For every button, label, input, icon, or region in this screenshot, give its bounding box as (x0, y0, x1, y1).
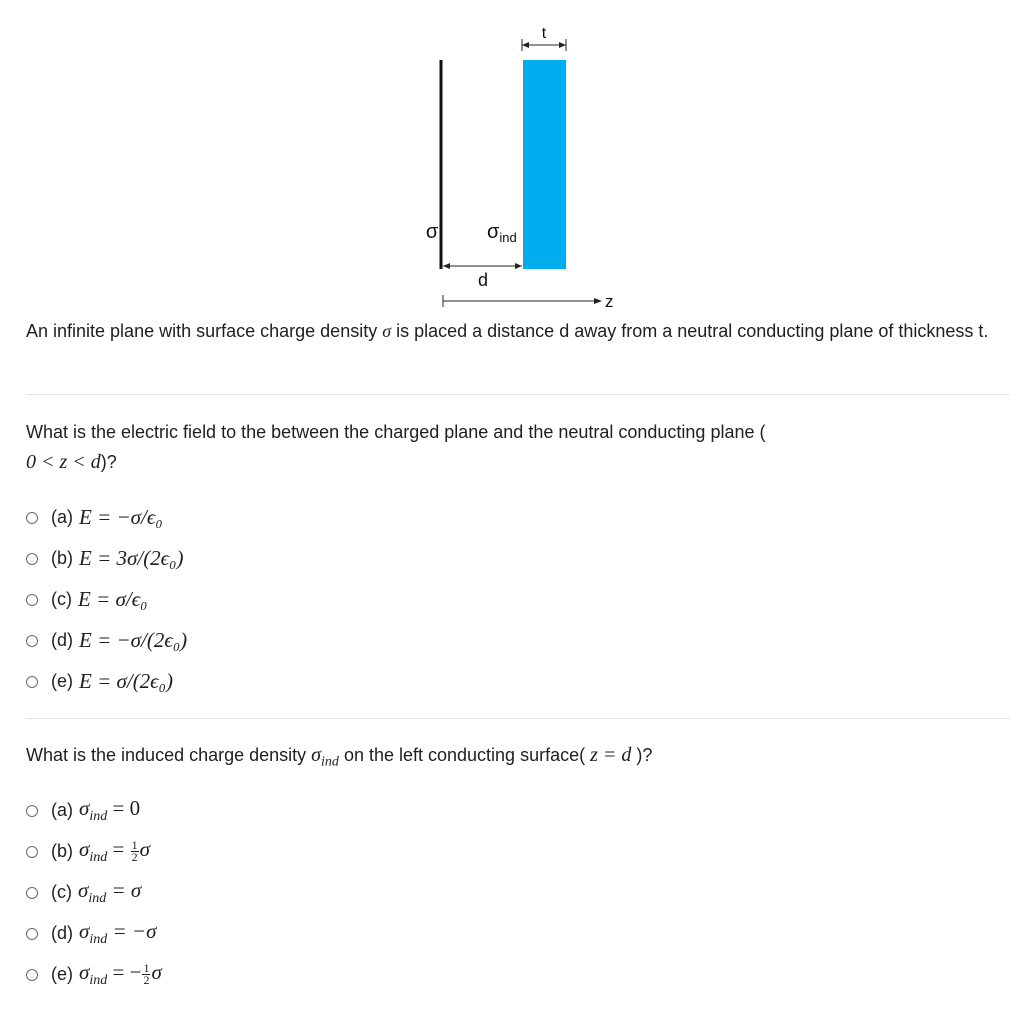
option-expression: $\sigma_{ind} = -\sigma$ (79, 918, 157, 948)
option-expression: E = 3σ/(2ϵ₀) (79, 546, 184, 570)
option-label: (e) (51, 671, 73, 691)
label-sigma: σ (425, 221, 439, 243)
charge-diagram (0, 0, 1024, 315)
q2-condition: z = d (590, 744, 632, 766)
caption-sigma: σ (382, 321, 392, 341)
question-1-options (26, 497, 187, 702)
divider-2 (26, 718, 1010, 719)
q2-symbol: σ (311, 744, 322, 766)
q1-text: What is the electric field to the between the charged plane and the neutral conducting plane ( (26, 422, 766, 442)
q2-option-a[interactable] (26, 790, 162, 831)
radio-button[interactable] (26, 846, 38, 858)
option-expression: $\sigma_{ind}$ = $\frac{1}{2}$ σ (79, 836, 150, 866)
option-expression: $\sigma_{ind} = \sigma$ (78, 877, 142, 907)
question-2-text (26, 740, 1006, 778)
radio-button[interactable] (26, 676, 38, 688)
option-label: (b) (51, 841, 73, 861)
caption-after: is placed a distance d away from a neutral conducting plane of thickness t. (391, 321, 989, 341)
option-expression: E = σ/ϵ₀ (78, 587, 148, 611)
fraction-half: $\frac{1}{2}$ (131, 837, 138, 864)
t-arrow-right (559, 42, 566, 48)
radio-button[interactable] (26, 594, 38, 606)
question-2-options (26, 790, 162, 995)
option-label: (e) (51, 964, 73, 984)
label-t: t (541, 25, 547, 42)
q2-text-mid: on the left conducting surface( (338, 745, 591, 765)
radio-button[interactable] (26, 635, 38, 647)
q1-option-a[interactable] (26, 497, 187, 538)
q2-option-c[interactable] (26, 872, 162, 913)
option-label: (d) (51, 923, 73, 943)
label-sigma-ind: $\sigma_{ind}$ (487, 221, 517, 245)
fraction-half: $\frac{1}{2}$ (143, 960, 150, 987)
q1-option-c[interactable] (26, 579, 187, 620)
question-1-text (26, 417, 1006, 477)
option-label: (d) (51, 630, 73, 650)
radio-button[interactable] (26, 928, 38, 940)
q1-option-b[interactable] (26, 538, 187, 579)
radio-button[interactable] (26, 553, 38, 565)
option-expression: E = σ/(2ϵ₀) (79, 669, 173, 693)
q1-end: )? (100, 452, 117, 472)
problem-statement (26, 316, 1016, 347)
radio-button[interactable] (26, 887, 38, 899)
q2-option-d[interactable] (26, 913, 162, 954)
label-d: d (477, 270, 489, 290)
q2-option-b[interactable] (26, 831, 162, 872)
q2-symbol-sub: ind (321, 754, 339, 770)
option-expression: E = −σ/(2ϵ₀) (79, 628, 188, 652)
radio-button[interactable] (26, 969, 38, 981)
q1-option-d[interactable] (26, 620, 187, 661)
option-expression: $\sigma_{ind}$ = − $\frac{1}{2}$ σ (79, 959, 162, 989)
d-arrow-left (443, 263, 450, 269)
caption-before: An infinite plane with surface charge density (26, 321, 383, 341)
d-arrow-right (515, 263, 522, 269)
q2-text-before: What is the induced charge density (26, 745, 312, 765)
q2-option-e[interactable] (26, 954, 162, 995)
label-z: z (605, 292, 614, 311)
option-label: (b) (51, 548, 73, 568)
option-label: (a) (51, 507, 73, 527)
option-label: (a) (51, 800, 73, 820)
radio-button[interactable] (26, 512, 38, 524)
option-label: (c) (51, 882, 72, 902)
divider-1 (26, 394, 1010, 395)
z-axis-arrow (594, 298, 602, 304)
option-expression: E = −σ/ϵ₀ (79, 505, 163, 529)
q2-end: )? (631, 745, 653, 765)
option-label: (c) (51, 589, 72, 609)
option-expression: $\sigma_{ind} = 0$ (79, 795, 141, 825)
radio-button[interactable] (26, 805, 38, 817)
t-arrow-left (522, 42, 529, 48)
q1-option-e[interactable] (26, 661, 187, 702)
conducting-slab (523, 60, 566, 269)
q1-condition: 0 < z < d (26, 451, 101, 473)
